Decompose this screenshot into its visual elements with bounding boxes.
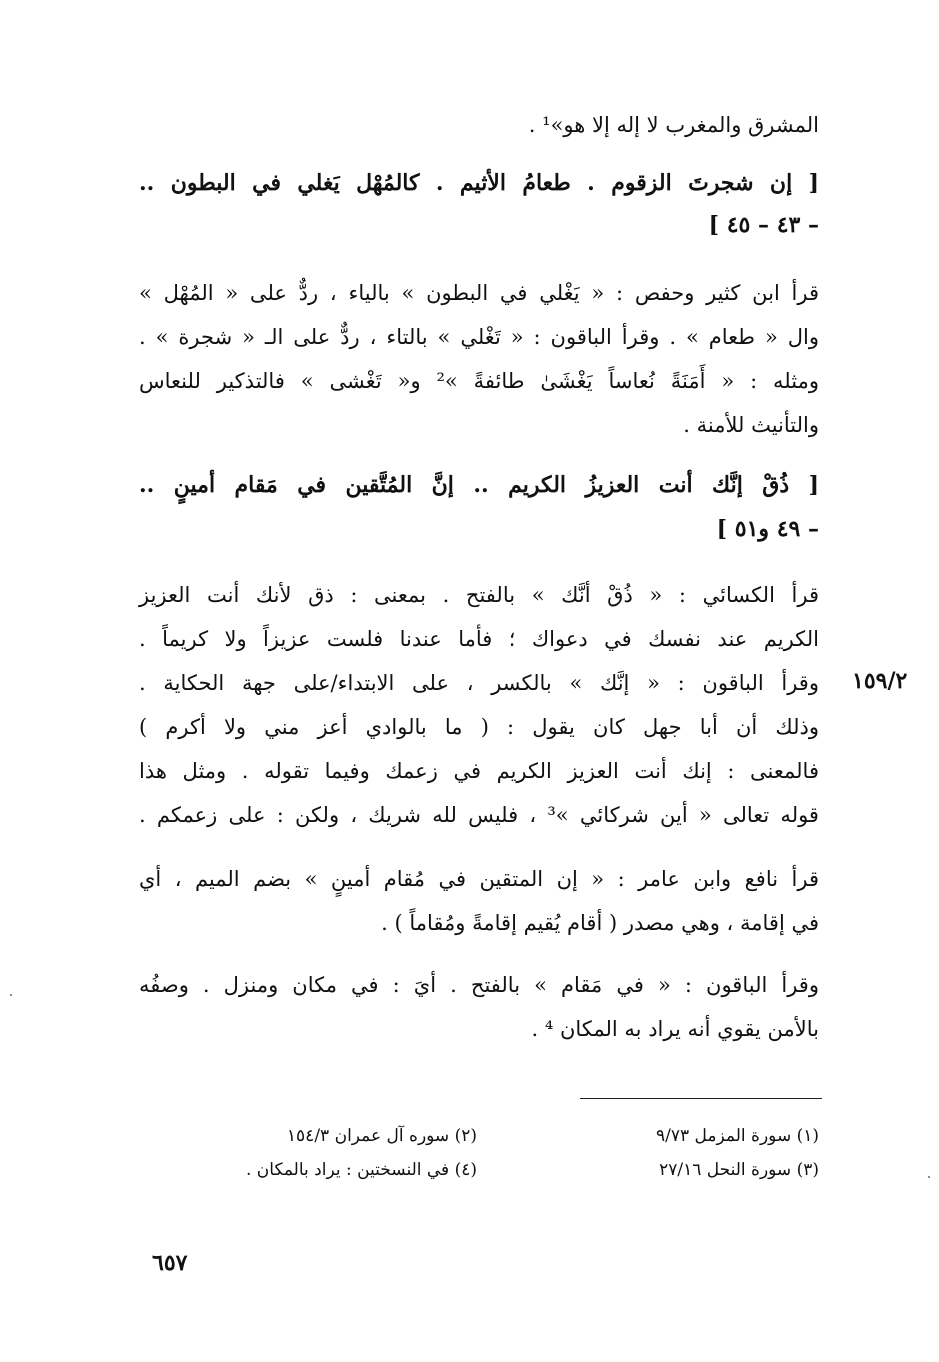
footnote: (١) سورة المزمل ٩/٧٣ [656, 1126, 819, 1146]
text-line: وقرأ الباقون : « إنَّك » بالكسر ، على الابتداء/على جهة الحكاية . [139, 671, 819, 695]
verse-line: [ ذُقْ إنَّك أنت العزيزُ الكريم .. إنَّ المُتَّقين في مَقام أمينٍ .. [139, 472, 819, 498]
text-line: فالمعنى : إنك أنت العزيز الكريم في زعمك وفيما تقوله . ومثل هذا [139, 759, 819, 783]
text-line: والتأنيث للأمنة . [683, 413, 819, 437]
text-line: الكريم عند نفسك في دعواك ؛ فأما عندنا فلست عزيزاً ولا كريماً . [139, 627, 819, 651]
text-line: ومثله : « أَمَنَةً نُعاساً يَغْشَىٰ طائفةً »² و« تَغْشى » فالتذكير للنعاس [139, 369, 819, 393]
verse-reference: – ٤٣ – ٤٥ ] [708, 212, 819, 238]
verse-line: [ إن شجرتَ الزقوم . طعامُ الأثيم . كالمُهْل يَغلي في البطون .. [139, 170, 819, 196]
scan-speck [10, 994, 12, 996]
footnote-divider [580, 1098, 822, 1099]
text-line: قرأ نافع وابن عامر : « إن المتقين في مُقام أمينٍ » بضم الميم ، أي [139, 867, 819, 891]
text-line: قرأ ابن كثير وحفص : « يَغْلي في البطون » بالياء ، ردٌّ على « المُهْل » [139, 281, 819, 305]
footnote: (٢) سوره آل عمران ١٥٤/٣ [286, 1126, 477, 1146]
footnote: (٤) في النسختين : يراد بالمكان . [245, 1160, 477, 1180]
text-line: قرأ الكسائي : « ذُقْ أنَّك » بالفتح . بمعنى : ذق لأنك أنت العزيز [139, 583, 819, 607]
verse-reference: – ٤٩ و٥١ ] [716, 516, 819, 542]
scan-speck [928, 1176, 930, 1178]
text-line: المشرق والمغرب لا إله إلا هو»¹ . [528, 113, 819, 137]
footnote: (٣) سورة النحل ٢٧/١٦ [659, 1160, 819, 1180]
text-line: بالأمن يقوي أنه يراد به المكان ⁴ . [531, 1017, 819, 1041]
text-line: في إقامة ، وهي مصدر ( أقام يُقيم إقامةً ومُقاماً ) . [381, 911, 819, 935]
margin-reference: ١٥٩/٢ [852, 668, 908, 694]
page-number: ٦٥٧ [152, 1250, 188, 1276]
text-line: وقرأ الباقون : « في مَقام » بالفتح . أيَ : في مكان ومنزل . وصفُه [139, 973, 819, 997]
text-line: قوله تعالى « أين شركائي »³ ، فليس لله شريك ، ولكن : على زعمكم . [139, 803, 819, 827]
text-line: وال « طعام » . وقرأ الباقون : « تَغْلي » بالتاء ، ردٌّ على الـ « شجرة » . [139, 325, 819, 349]
text-line: وذلك أن أبا جهل كان يقول : ( ما بالوادي أعز مني ولا أكرم ) [139, 715, 819, 739]
